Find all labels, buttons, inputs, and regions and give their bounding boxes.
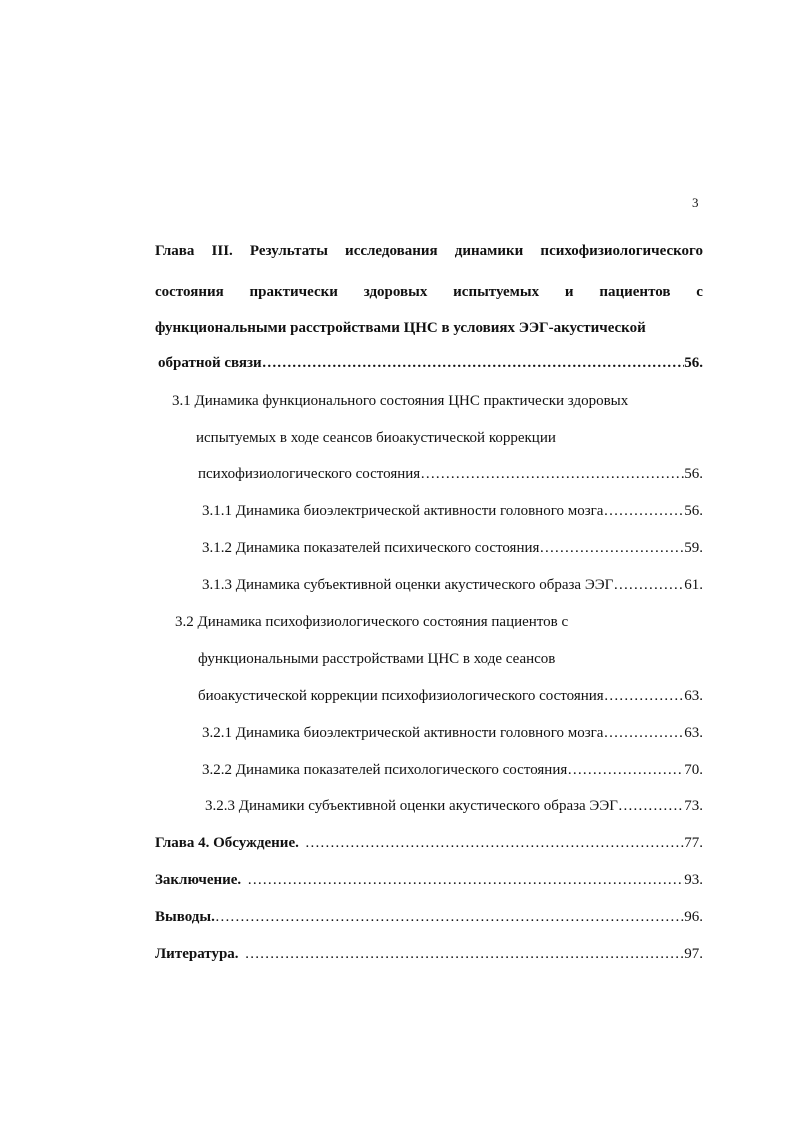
toc-entry-title: 3.1.1 Динамика биоэлектрической активности головного мозга [202, 503, 604, 519]
toc-entry-section-3-2[interactable] [198, 687, 703, 705]
dot-leader [603, 724, 684, 742]
toc-entry-title: биоакустической коррекции психофизиологического состояния [198, 688, 604, 704]
chapter3-heading-line1 [155, 242, 703, 260]
toc-entry-section-3-1[interactable] [198, 465, 703, 483]
toc-entry-title: обратной связи [158, 355, 262, 371]
toc-entry-3-1-1[interactable] [202, 502, 703, 520]
word: пациентов [599, 284, 671, 300]
toc-entry-3-1-3[interactable] [202, 576, 703, 594]
toc-page-number: 70. [684, 762, 703, 778]
dot-leader [215, 908, 684, 926]
toc-page-number: 59. [684, 540, 703, 556]
toc-page-number: 93. [684, 872, 703, 888]
chapter3-heading-line2 [155, 283, 703, 301]
section-3-1-line2: испытуемых в ходе сеансов биоакустической коррекции [196, 430, 556, 446]
dot-leader [603, 502, 684, 520]
page-number: 3 [692, 195, 699, 210]
toc-page-number: 97. [684, 946, 703, 962]
word: Результаты [249, 243, 328, 259]
chapter3-heading-line3: функциональными расстройствами ЦНС в условиях ЭЭГ-акустической [155, 320, 646, 336]
toc-entry-title: Глава 4. Обсуждение. [155, 835, 299, 851]
section-3-2-line1: 3.2 Динамика психофизиологического состояния пациентов с [175, 614, 569, 630]
toc-page-number: 73. [684, 798, 703, 814]
toc-page-number: 63. [684, 725, 703, 741]
dot-leader [262, 354, 685, 372]
toc-entry-chapter4[interactable] [155, 834, 703, 852]
toc-entry-title: Заключение. [155, 872, 242, 888]
toc-page-number: 77. [684, 835, 703, 851]
toc-entry-conclusion[interactable] [155, 871, 703, 889]
toc-page-number: 63. [684, 688, 703, 704]
dot-leader [305, 834, 684, 852]
word: Глава [155, 243, 195, 259]
word: исследования [345, 243, 438, 259]
dot-leader [604, 687, 685, 705]
word: и [564, 284, 574, 300]
dot-leader [247, 871, 684, 889]
word: III. [211, 243, 233, 259]
toc-page-number: 96. [684, 909, 703, 925]
word: здоровых [363, 284, 428, 300]
toc-entry-chapter3[interactable] [158, 354, 703, 372]
toc-entry-title: 3.2.1 Динамика биоэлектрической активности головного мозга [202, 725, 604, 741]
word: практически [249, 284, 338, 300]
word: испытуемых [453, 284, 540, 300]
dot-leader [618, 797, 684, 815]
word: динамики [454, 243, 524, 259]
word: состояния [155, 284, 224, 300]
dot-leader [539, 539, 684, 557]
toc-page-number: 56. [684, 503, 703, 519]
section-3-1-line1: 3.1 Динамика функционального состояния ЦНС практически здоровых [172, 393, 629, 409]
dot-leader [245, 945, 685, 963]
section-3-2-line2: функциональными расстройствами ЦНС в ходе сеансов [198, 651, 556, 667]
toc-entry-title: 3.1.2 Динамика показателей психического состояния [202, 540, 540, 556]
toc-entry-title: психофизиологического состояния [198, 466, 421, 482]
dot-leader [567, 761, 684, 779]
dot-leader [613, 576, 684, 594]
word: с [696, 284, 703, 300]
toc-entry-findings[interactable] [155, 908, 703, 926]
toc-entry-3-1-2[interactable] [202, 539, 703, 557]
word: психофизиологического [540, 243, 703, 259]
toc-entry-3-2-3[interactable] [205, 797, 703, 815]
toc-page-number: 56. [684, 466, 703, 482]
toc-entry-title: 3.2.3 Динамики субъективной оценки акустического образа ЭЭГ [205, 798, 618, 814]
toc-entry-3-2-2[interactable] [202, 761, 703, 779]
toc-entry-literature[interactable] [155, 945, 703, 963]
toc-page-number: 61. [684, 577, 703, 593]
toc-page-number: 56. [684, 355, 703, 371]
toc-entry-title: 3.2.2 Динамика показателей психологического состояния [202, 762, 568, 778]
toc-entry-3-2-1[interactable] [202, 724, 703, 742]
dot-leader [420, 465, 684, 483]
toc-entry-title: Выводы. [155, 909, 215, 925]
toc-entry-title: 3.1.3 Динамика субъективной оценки акустического образа ЭЭГ [202, 577, 614, 593]
toc-entry-title: Литература. [155, 946, 239, 962]
